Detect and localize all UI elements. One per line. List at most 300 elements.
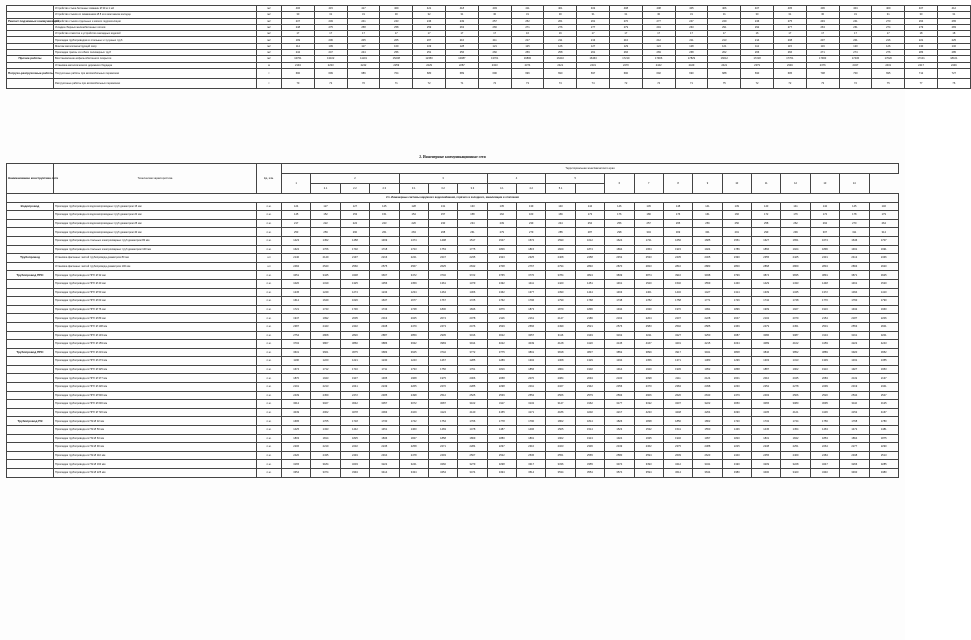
value-cell: 247: [314, 50, 347, 56]
value-cell: 1864: [546, 365, 575, 374]
value-cell: 214: [741, 37, 774, 43]
value-cell: 403: [478, 6, 511, 12]
value-cell: 3634: [693, 469, 722, 478]
value-cell: 2620: [663, 391, 692, 400]
table-row: [7, 426, 899, 435]
value-cell: 3222: [693, 400, 722, 409]
value-cell: 4140: [458, 408, 487, 417]
value-cell: 4152: [840, 408, 869, 417]
value-cell: 4022: [487, 340, 516, 349]
value-cell: 2498: [840, 451, 869, 460]
value-cell: 17: [773, 31, 806, 37]
header-subzone: 4.2: [517, 184, 546, 194]
value-cell: 3414: [370, 469, 399, 478]
description-cell: Прокладка трубопровода из ПЭ Ø 160 мм: [54, 460, 257, 469]
table-row: [7, 245, 899, 254]
value-cell: 162: [487, 211, 516, 220]
value-cell: 2221: [399, 254, 428, 263]
value-cell: 1520: [869, 279, 899, 288]
table-row: [7, 271, 899, 280]
group-cell: [7, 219, 54, 228]
value-cell: 1953: [869, 365, 899, 374]
value-cell: 3938: [693, 271, 722, 280]
section-heading: 2. Инженерные коммуникационные сети: [419, 155, 486, 159]
value-cell: 3914: [458, 340, 487, 349]
value-cell: 2529: [487, 322, 516, 331]
header-zone: 8: [663, 174, 692, 194]
description-cell: Прокладка трубопровода из ППУ Ø 720 мм: [54, 408, 257, 417]
value-cell: 3207: [663, 400, 692, 409]
value-cell: 32: [413, 12, 446, 18]
value-cell: 2436: [869, 254, 899, 263]
value-cell: 2388: [693, 443, 722, 452]
value-cell: 1432: [663, 288, 692, 297]
value-cell: 1730: [340, 305, 369, 314]
value-cell: 176: [605, 211, 634, 220]
group-cell: Трубопровод ППС: [7, 348, 54, 357]
value-cell: 124: [642, 43, 675, 49]
value-cell: 2593: [605, 391, 634, 400]
value-cell: 307: [810, 228, 839, 237]
value-cell: 277: [577, 24, 610, 30]
value-cell: 265: [937, 18, 970, 24]
value-cell: 249: [314, 18, 347, 24]
value-cell: 1303: [752, 357, 781, 366]
value-cell: 2429: [675, 62, 708, 68]
value-cell: 143: [752, 202, 781, 211]
table-row: [7, 383, 899, 392]
value-cell: 248: [282, 24, 315, 30]
value-cell: 1420: [546, 279, 575, 288]
value-cell: 261: [577, 18, 610, 24]
value-cell: 251: [413, 50, 446, 56]
value-cell: 4155: [487, 408, 516, 417]
group-cell: Ремонт подземных коммуникаций: [8, 18, 60, 23]
value-cell: 3117: [487, 400, 516, 409]
description-cell: Укладка сборных железобетонных лотков: [54, 24, 257, 30]
value-cell: 1856: [517, 365, 546, 374]
value-cell: 3941: [693, 348, 722, 357]
description-cell: Прокладка трубопровода из ПЭ Ø 63 мм: [54, 434, 257, 443]
value-cell: 3702: [282, 340, 311, 349]
value-cell: 260: [340, 228, 369, 237]
value-cell: 2536: [517, 451, 546, 460]
value-cell: 3087: [781, 331, 810, 340]
value-cell: 2186: [575, 314, 604, 323]
value-cell: 412: [937, 6, 970, 12]
value-cell: 1931: [840, 245, 869, 254]
unit-cell: п.м.: [257, 357, 282, 366]
table-row: [7, 357, 899, 366]
value-cell: 125: [370, 202, 399, 211]
group-cell: [7, 236, 54, 245]
value-cell: 2228: [693, 314, 722, 323]
header-zone: 6: [605, 174, 634, 194]
value-cell: 1825: [340, 434, 369, 443]
value-cell: 1748: [781, 297, 810, 306]
value-cell: 145: [634, 202, 663, 211]
value-cell: 1743: [370, 305, 399, 314]
value-cell: 3162: [605, 331, 634, 340]
value-cell: 2606: [634, 391, 663, 400]
unit-cell: п.м.: [257, 331, 282, 340]
value-cell: 2047: [722, 314, 751, 323]
value-cell: 3260: [428, 460, 457, 469]
value-cell: 17: [872, 31, 905, 37]
value-cell: 261: [544, 18, 577, 24]
value-cell: 1448: [810, 279, 839, 288]
value-cell: 139: [722, 202, 751, 211]
value-cell: 234: [458, 219, 487, 228]
group-cell: [7, 357, 54, 366]
value-cell: 2235: [458, 254, 487, 263]
value-cell: 1992: [311, 314, 340, 323]
value-cell: 2149: [311, 254, 340, 263]
value-cell: 2551: [546, 451, 575, 460]
value-cell: 266: [773, 50, 806, 56]
value-cell: 119: [806, 43, 839, 49]
value-cell: 2207: [663, 314, 692, 323]
value-cell: 3451: [282, 271, 311, 280]
group-cell: [7, 469, 54, 478]
value-cell: 2431: [577, 62, 610, 68]
value-cell: 213: [708, 37, 741, 43]
value-cell: 2594: [634, 451, 663, 460]
value-cell: 74: [577, 78, 610, 88]
value-cell: 2323: [487, 254, 516, 263]
value-cell: 4090: [722, 408, 751, 417]
value-cell: 3190: [722, 460, 751, 469]
value-cell: 1356: [634, 357, 663, 366]
group-cell: [7, 297, 54, 306]
value-cell: 207: [413, 37, 446, 43]
value-cell: 1234: [399, 288, 428, 297]
group-cell: [7, 245, 54, 254]
value-cell: 271: [511, 24, 544, 30]
value-cell: 201: [839, 37, 872, 43]
value-cell: 1754: [428, 417, 457, 426]
value-cell: 1733: [399, 365, 428, 374]
unit-cell: п.м.: [257, 340, 282, 349]
value-cell: 3899: [634, 348, 663, 357]
header-subzone: 2.1: [311, 184, 340, 194]
value-cell: 1803: [282, 434, 311, 443]
value-cell: 1302: [517, 357, 546, 366]
value-cell: 2547: [869, 391, 899, 400]
value-cell: 2119: [840, 374, 869, 383]
value-cell: 2233: [314, 62, 347, 68]
value-cell: 1879: [546, 305, 575, 314]
value-cell: 418: [445, 6, 478, 12]
value-cell: 3742: [428, 348, 457, 357]
value-cell: 2435: [663, 254, 692, 263]
group-cell: [7, 451, 54, 460]
description-cell: Установка фасонных частей трубопровода диаметром 100 мм: [54, 262, 257, 271]
value-cell: 4089: [752, 340, 781, 349]
value-cell: 1559: [693, 279, 722, 288]
unit-cell: п.м.: [257, 443, 282, 452]
value-cell: 3086: [752, 331, 781, 340]
value-cell: 3431: [693, 460, 722, 469]
value-cell: 2499: [546, 322, 575, 331]
value-cell: 1646: [840, 236, 869, 245]
value-cell: 1868: [722, 365, 751, 374]
value-cell: 2479: [722, 391, 751, 400]
value-cell: 695: [773, 68, 806, 78]
value-cell: 2633: [693, 391, 722, 400]
value-cell: 211: [544, 37, 577, 43]
value-cell: 3770: [517, 271, 546, 280]
value-cell: 704: [380, 68, 413, 78]
value-cell: 4128: [546, 340, 575, 349]
description-cell: Прокладка трубопровода из ПЭ Ø 32 мм: [54, 417, 257, 426]
value-cell: 2478: [399, 451, 428, 460]
value-cell: 1264: [428, 288, 457, 297]
description-cell: Прокладка трубопровода из ППУ Ø 40 мм: [54, 279, 257, 288]
value-cell: 258: [752, 219, 781, 228]
value-cell: 1345: [781, 288, 810, 297]
unit-cell: т: [257, 78, 282, 88]
value-cell: 1487: [487, 426, 516, 435]
value-cell: 2241: [340, 383, 369, 392]
value-cell: 2370: [634, 383, 663, 392]
group-cell: [7, 288, 54, 297]
value-cell: 1379: [458, 279, 487, 288]
value-cell: 1461: [605, 279, 634, 288]
value-cell: 274: [839, 50, 872, 56]
table-row: [7, 297, 899, 306]
unit-cell: п.м.: [257, 202, 282, 211]
value-cell: 3661: [311, 348, 340, 357]
value-cell: 1220: [311, 357, 340, 366]
value-cell: 1339: [752, 288, 781, 297]
value-cell: 74: [544, 78, 577, 88]
value-cell: 3211: [634, 331, 663, 340]
table-row: [7, 443, 899, 452]
value-cell: 4215: [693, 340, 722, 349]
value-cell: 17: [642, 31, 675, 37]
value-cell: 299: [781, 228, 810, 237]
value-cell: 1454: [781, 426, 810, 435]
value-cell: 3683: [370, 348, 399, 357]
value-cell: 259: [413, 24, 446, 30]
unit-cell: шт: [257, 262, 282, 271]
value-cell: 2623: [693, 451, 722, 460]
value-cell: 2452: [605, 254, 634, 263]
value-cell: 287: [575, 228, 604, 237]
value-cell: 1744: [781, 417, 810, 426]
value-cell: 1685: [693, 236, 722, 245]
value-cell: 262: [781, 219, 810, 228]
value-cell: 260: [478, 50, 511, 56]
value-cell: 3920: [840, 348, 869, 357]
value-cell: 2470: [609, 62, 642, 68]
value-cell: 18: [905, 31, 938, 37]
unit-cell: п.м.: [257, 219, 282, 228]
value-cell: 2476: [458, 322, 487, 331]
value-cell: 1392: [487, 279, 516, 288]
value-cell: 1910: [810, 365, 839, 374]
value-cell: 1442: [340, 426, 369, 435]
value-cell: 211: [478, 37, 511, 43]
unit-cell: м2: [257, 6, 282, 12]
group-cell: [7, 460, 54, 469]
value-cell: 2484: [282, 262, 311, 271]
value-cell: 2229: [413, 62, 446, 68]
value-cell: 1296: [722, 357, 751, 366]
group-cell: [7, 434, 54, 443]
value-cell: 3203: [340, 460, 369, 469]
value-cell: 3460: [840, 469, 869, 478]
value-cell: 266: [609, 50, 642, 56]
value-cell: 1732: [752, 417, 781, 426]
value-cell: 1829: [546, 245, 575, 254]
value-cell: 4243: [869, 340, 899, 349]
value-cell: 3355: [575, 460, 604, 469]
value-cell: 259: [693, 219, 722, 228]
header-description: Техническая характеристика: [54, 164, 257, 194]
unit-cell: п.м.: [257, 426, 282, 435]
value-cell: 2124: [693, 374, 722, 383]
description-cell: Восстановление асфальтобетонного покрытия: [54, 56, 257, 62]
value-cell: 2708: [487, 262, 516, 271]
value-cell: 2887: [370, 331, 399, 340]
value-cell: 72: [741, 78, 774, 88]
value-cell: 1853: [810, 434, 839, 443]
table-row: [7, 391, 899, 400]
value-cell: 1550: [693, 426, 722, 435]
value-cell: 3607: [370, 271, 399, 280]
value-cell: 1356: [370, 279, 399, 288]
value-cell: 247: [675, 18, 708, 24]
value-cell: 1221: [340, 357, 369, 366]
value-cell: 2290: [869, 443, 899, 452]
value-cell: 1802: [546, 417, 575, 426]
value-cell: 4186: [546, 408, 575, 417]
value-cell: 2079: [781, 314, 810, 323]
value-cell: 17: [609, 31, 642, 37]
value-cell: 17: [314, 31, 347, 37]
value-cell: 3480: [869, 469, 899, 478]
unit-cell: п.м.: [257, 391, 282, 400]
value-cell: 2579: [575, 391, 604, 400]
value-cell: 2271: [428, 443, 457, 452]
value-cell: 17218: [741, 56, 774, 62]
unit-cell: шт: [257, 254, 282, 263]
value-cell: 18101: [937, 56, 970, 62]
value-cell: 146: [869, 202, 899, 211]
value-cell: 1927: [840, 365, 869, 374]
table-row: [7, 451, 899, 460]
value-cell: 3027: [311, 400, 340, 409]
value-cell: 2493: [428, 451, 457, 460]
header-zone: 12: [781, 174, 810, 194]
value-cell: 269: [642, 50, 675, 56]
value-cell: 3454: [428, 469, 457, 478]
value-cell: 77: [905, 78, 938, 88]
value-cell: 70: [347, 78, 380, 88]
value-cell: 1551: [722, 236, 751, 245]
group-cell: [7, 331, 54, 340]
value-cell: 3057: [517, 331, 546, 340]
value-cell: 3514: [517, 469, 546, 478]
value-cell: 697: [577, 68, 610, 78]
unit-cell: п.м.: [257, 236, 282, 245]
value-cell: 1768: [840, 417, 869, 426]
value-cell: 3860: [340, 340, 369, 349]
value-cell: 1721: [634, 236, 663, 245]
value-cell: 145: [282, 211, 311, 220]
value-cell: 1371: [663, 357, 692, 366]
value-cell: 406: [282, 6, 315, 12]
value-cell: 3775: [487, 348, 516, 357]
value-cell: 2206: [282, 443, 311, 452]
value-cell: 1799: [546, 297, 575, 306]
value-cell: 2421: [708, 62, 741, 68]
value-cell: 3434: [399, 469, 428, 478]
value-cell: 2216: [370, 254, 399, 263]
value-cell: 1325: [340, 279, 369, 288]
value-cell: 1433: [781, 279, 810, 288]
value-cell: 3209: [752, 460, 781, 469]
value-cell: 1916: [810, 305, 839, 314]
header-zone: 1: [282, 174, 311, 194]
value-cell: 1814: [311, 434, 340, 443]
value-cell: 3162: [575, 400, 604, 409]
value-cell: 1761: [458, 365, 487, 374]
group-cell: [7, 262, 54, 271]
header-subzone: 4.1: [487, 184, 516, 194]
table-row: [7, 236, 899, 245]
value-cell: 1410: [869, 288, 899, 297]
value-cell: 4217: [605, 408, 634, 417]
table-row: [7, 400, 899, 409]
value-cell: 256: [445, 50, 478, 56]
value-cell: 1718: [340, 417, 369, 426]
value-cell: 1838: [634, 417, 663, 426]
value-cell: 1444: [575, 288, 604, 297]
value-cell: 2820: [340, 331, 369, 340]
value-cell: 2553: [840, 322, 869, 331]
value-cell: 72: [839, 78, 872, 88]
value-cell: 1463: [605, 288, 634, 297]
value-cell: 72: [413, 78, 446, 88]
value-cell: 1945: [663, 365, 692, 374]
value-cell: 1274: [340, 288, 369, 297]
value-cell: 1674: [282, 365, 311, 374]
value-cell: 10087: [445, 56, 478, 62]
header-unit: Ед. изм.: [257, 164, 282, 194]
value-cell: 1612: [282, 297, 311, 306]
value-cell: 172: [752, 211, 781, 220]
description-cell: Установка металлического дорожного бордюра: [54, 62, 257, 68]
value-cell: 3057: [370, 400, 399, 409]
value-cell: 2197: [340, 254, 369, 263]
value-cell: 30: [282, 12, 315, 18]
value-cell: 129: [609, 43, 642, 49]
value-cell: 3886: [370, 340, 399, 349]
unit-cell: м2: [257, 12, 282, 18]
value-cell: 2585: [693, 322, 722, 331]
value-cell: 690: [282, 68, 315, 78]
value-cell: 12350: [413, 56, 446, 62]
value-cell: 18: [937, 31, 970, 37]
value-cell: 3772: [458, 348, 487, 357]
value-cell: 3702: [428, 271, 457, 280]
value-cell: 3494: [487, 469, 516, 478]
value-cell: 3594: [634, 469, 663, 478]
description-cell: Устройство стыков отдельных и мягких гидроизоляции: [54, 18, 257, 24]
